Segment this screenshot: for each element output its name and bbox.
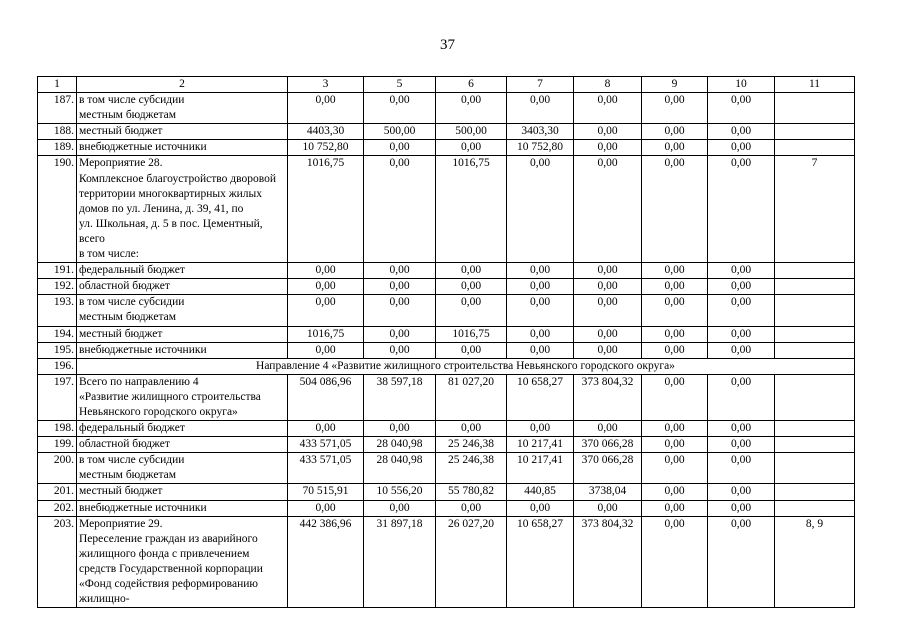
value-cell: 0,00 [708, 342, 775, 358]
table-row [38, 342, 855, 358]
value-cell: 440,85 [507, 484, 574, 500]
note-cell [775, 124, 855, 140]
value-cell: 0,00 [708, 263, 775, 279]
value-cell: 0,00 [708, 279, 775, 295]
column-header: 2 [77, 77, 288, 93]
note-cell [775, 342, 855, 358]
value-cell: 0,00 [507, 421, 574, 437]
value-cell: 0,00 [507, 263, 574, 279]
row-number: 201. [38, 484, 77, 500]
row-label: Мероприятие 29. Переселение граждан из аварийного жилищного фонда с привлечением средств Государственной корпорации «Фонд содействия реформированию жилищно- [77, 516, 288, 608]
value-cell: 3738,04 [574, 484, 642, 500]
value-cell: 0,00 [574, 326, 642, 342]
value-cell: 500,00 [364, 124, 436, 140]
value-cell: 0,00 [436, 421, 507, 437]
value-cell: 0,00 [642, 342, 708, 358]
budget-table [37, 76, 855, 608]
value-cell: 28 040,98 [364, 437, 436, 453]
value-cell: 0,00 [574, 421, 642, 437]
row-label: в том числе субсидии местным бюджетам [77, 93, 288, 124]
column-header: 5 [364, 77, 436, 93]
value-cell: 0,00 [708, 484, 775, 500]
value-cell: 10 752,80 [288, 140, 364, 156]
note-cell [775, 437, 855, 453]
value-cell: 0,00 [642, 421, 708, 437]
value-cell: 0,00 [574, 342, 642, 358]
table-row [38, 421, 855, 437]
table-body [38, 93, 855, 608]
value-cell: 0,00 [364, 140, 436, 156]
value-cell: 0,00 [507, 342, 574, 358]
value-cell: 370 066,28 [574, 437, 642, 453]
value-cell: 0,00 [436, 140, 507, 156]
value-cell: 0,00 [574, 279, 642, 295]
value-cell: 25 246,38 [436, 437, 507, 453]
value-cell: 81 027,20 [436, 374, 507, 420]
note-cell [775, 484, 855, 500]
value-cell: 0,00 [436, 500, 507, 516]
row-label: в том числе субсидии местным бюджетам [77, 453, 288, 484]
row-label: Всего по направлению 4 «Развитие жилищного строительства Невьянского городского округа» [77, 374, 288, 420]
column-header: 3 [288, 77, 364, 93]
value-cell: 0,00 [507, 295, 574, 326]
value-cell: 0,00 [642, 140, 708, 156]
value-cell: 0,00 [574, 295, 642, 326]
value-cell: 31 897,18 [364, 516, 436, 608]
value-cell: 0,00 [507, 279, 574, 295]
column-header: 10 [708, 77, 775, 93]
value-cell: 0,00 [364, 156, 436, 263]
value-cell: 0,00 [642, 453, 708, 484]
row-number: 191. [38, 263, 77, 279]
value-cell: 0,00 [708, 437, 775, 453]
value-cell: 0,00 [436, 263, 507, 279]
table-row [38, 374, 855, 420]
value-cell: 0,00 [288, 279, 364, 295]
row-label: внебюджетные источники [77, 140, 288, 156]
value-cell: 0,00 [708, 326, 775, 342]
row-number: 193. [38, 295, 77, 326]
value-cell: 0,00 [364, 295, 436, 326]
value-cell: 0,00 [288, 93, 364, 124]
value-cell: 0,00 [642, 279, 708, 295]
row-label: местный бюджет [77, 484, 288, 500]
value-cell: 0,00 [288, 263, 364, 279]
row-number: 192. [38, 279, 77, 295]
value-cell: 0,00 [642, 500, 708, 516]
table-row [38, 279, 855, 295]
header-row [38, 77, 855, 93]
row-label: в том числе субсидии местным бюджетам [77, 295, 288, 326]
value-cell: 370 066,28 [574, 453, 642, 484]
value-cell: 0,00 [642, 295, 708, 326]
table-row [38, 263, 855, 279]
value-cell: 0,00 [364, 342, 436, 358]
row-label: областной бюджет [77, 279, 288, 295]
value-cell: 26 027,20 [436, 516, 507, 608]
value-cell: 10 556,20 [364, 484, 436, 500]
value-cell: 0,00 [507, 326, 574, 342]
value-cell: 0,00 [507, 93, 574, 124]
table-row [38, 437, 855, 453]
value-cell: 0,00 [364, 263, 436, 279]
page-number: 37 [440, 37, 455, 53]
note-cell [775, 500, 855, 516]
table-row [38, 124, 855, 140]
value-cell: 0,00 [436, 93, 507, 124]
note-cell: 7 [775, 156, 855, 263]
column-header: 1 [38, 77, 77, 93]
value-cell: 0,00 [436, 279, 507, 295]
value-cell: 0,00 [574, 124, 642, 140]
row-number: 187. [38, 93, 77, 124]
table-row [38, 156, 855, 263]
value-cell: 0,00 [574, 156, 642, 263]
column-header: 8 [574, 77, 642, 93]
note-cell [775, 453, 855, 484]
table-row [38, 93, 855, 124]
table-row [38, 453, 855, 484]
note-cell [775, 279, 855, 295]
value-cell: 0,00 [364, 279, 436, 295]
value-cell: 0,00 [642, 374, 708, 420]
value-cell: 0,00 [436, 342, 507, 358]
value-cell: 0,00 [288, 421, 364, 437]
table-row [38, 295, 855, 326]
value-cell: 0,00 [708, 140, 775, 156]
value-cell: 28 040,98 [364, 453, 436, 484]
note-cell [775, 140, 855, 156]
value-cell: 1016,75 [288, 156, 364, 263]
row-label: областной бюджет [77, 437, 288, 453]
value-cell: 0,00 [436, 295, 507, 326]
note-cell [775, 374, 855, 420]
value-cell: 0,00 [288, 342, 364, 358]
value-cell: 373 804,32 [574, 374, 642, 420]
value-cell: 0,00 [574, 140, 642, 156]
table-row [38, 140, 855, 156]
value-cell: 0,00 [507, 156, 574, 263]
value-cell: 10 217,41 [507, 437, 574, 453]
row-number: 199. [38, 437, 77, 453]
value-cell: 4403,30 [288, 124, 364, 140]
note-cell [775, 421, 855, 437]
value-cell: 0,00 [708, 295, 775, 326]
value-cell: 504 086,96 [288, 374, 364, 420]
value-cell: 1016,75 [288, 326, 364, 342]
value-cell: 0,00 [708, 421, 775, 437]
value-cell: 0,00 [708, 124, 775, 140]
note-cell [775, 295, 855, 326]
value-cell: 0,00 [642, 156, 708, 263]
table-row [38, 326, 855, 342]
value-cell: 10 658,27 [507, 374, 574, 420]
value-cell: 0,00 [642, 93, 708, 124]
value-cell: 0,00 [708, 93, 775, 124]
value-cell: 25 246,38 [436, 453, 507, 484]
value-cell: 0,00 [288, 295, 364, 326]
value-cell: 0,00 [364, 421, 436, 437]
table-row [38, 358, 855, 374]
row-number: 203. [38, 516, 77, 608]
note-cell: 8, 9 [775, 516, 855, 608]
value-cell: 0,00 [642, 516, 708, 608]
row-number: 202. [38, 500, 77, 516]
table-row [38, 500, 855, 516]
row-label: местный бюджет [77, 326, 288, 342]
value-cell: 0,00 [708, 156, 775, 263]
value-cell: 0,00 [642, 484, 708, 500]
value-cell: 0,00 [708, 500, 775, 516]
value-cell: 0,00 [507, 500, 574, 516]
row-number: 194. [38, 326, 77, 342]
value-cell: 442 386,96 [288, 516, 364, 608]
row-label: Мероприятие 28. Комплексное благоустройство дворовой территории многоквартирных жилых домов по ул. Ленина, д. 39, 41, по ул. Школьная, д. 5 в пос. Цементный, всего в том числе: [77, 156, 288, 263]
value-cell: 0,00 [364, 93, 436, 124]
value-cell: 70 515,91 [288, 484, 364, 500]
row-label: местный бюджет [77, 124, 288, 140]
value-cell: 10 658,27 [507, 516, 574, 608]
value-cell: 1016,75 [436, 156, 507, 263]
row-label: федеральный бюджет [77, 421, 288, 437]
table-row [38, 516, 855, 608]
row-number: 195. [38, 342, 77, 358]
value-cell: 0,00 [364, 500, 436, 516]
value-cell: 433 571,05 [288, 437, 364, 453]
value-cell: 0,00 [708, 374, 775, 420]
value-cell: 55 780,82 [436, 484, 507, 500]
value-cell: 0,00 [288, 500, 364, 516]
value-cell: 3403,30 [507, 124, 574, 140]
value-cell: 0,00 [642, 124, 708, 140]
row-number: 200. [38, 453, 77, 484]
value-cell: 0,00 [574, 263, 642, 279]
value-cell: 38 597,18 [364, 374, 436, 420]
value-cell: 0,00 [642, 437, 708, 453]
table-row [38, 484, 855, 500]
row-label: федеральный бюджет [77, 263, 288, 279]
value-cell: 0,00 [364, 326, 436, 342]
value-cell: 0,00 [708, 516, 775, 608]
value-cell: 0,00 [574, 500, 642, 516]
column-header: 6 [436, 77, 507, 93]
row-number: 197. [38, 374, 77, 420]
value-cell: 500,00 [436, 124, 507, 140]
note-cell [775, 263, 855, 279]
value-cell: 433 571,05 [288, 453, 364, 484]
column-header: 11 [775, 77, 855, 93]
row-number: 188. [38, 124, 77, 140]
row-label: внебюджетные источники [77, 500, 288, 516]
row-number: 189. [38, 140, 77, 156]
value-cell: 0,00 [708, 453, 775, 484]
row-number: 196. [38, 358, 77, 374]
row-number: 190. [38, 156, 77, 263]
row-number: 198. [38, 421, 77, 437]
value-cell: 10 752,80 [507, 140, 574, 156]
value-cell: 373 804,32 [574, 516, 642, 608]
column-header: 9 [642, 77, 708, 93]
note-cell [775, 93, 855, 124]
value-cell: 0,00 [574, 93, 642, 124]
column-header: 7 [507, 77, 574, 93]
value-cell: 0,00 [642, 326, 708, 342]
value-cell: 0,00 [642, 263, 708, 279]
note-cell [775, 326, 855, 342]
value-cell: 10 217,41 [507, 453, 574, 484]
value-cell: 1016,75 [436, 326, 507, 342]
row-label: внебюджетные источники [77, 342, 288, 358]
section-heading: Направление 4 «Развитие жилищного строительства Невьянского городского округа» [77, 358, 855, 374]
